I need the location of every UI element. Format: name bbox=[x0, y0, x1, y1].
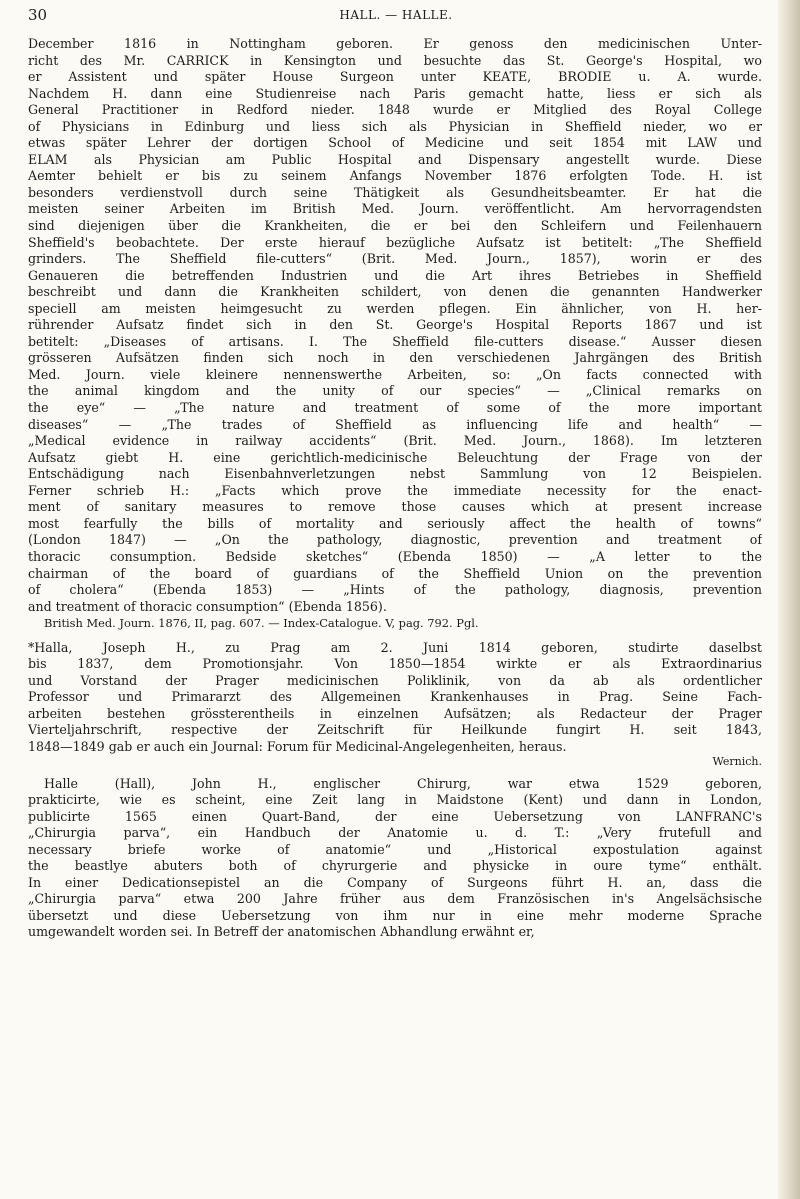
text-line: betitelt: „Diseases of artisans. I. The Sheffield file-cutters disease.“ Ausser diesen bbox=[28, 333, 762, 349]
text-line: publicirte 1565 einen Quart-Band, der eine Uebersetzung von LANFRANC's bbox=[28, 808, 762, 824]
text-line: „Chirurgia parva“ etwa 200 Jahre früher aus dem Französischen in's Angelsächsische bbox=[28, 891, 762, 907]
paragraph bbox=[28, 640, 762, 768]
paragraph bbox=[28, 36, 762, 615]
text-line: Halle (Hall), John H., englischer Chirurg, war etwa 1529 geboren, bbox=[44, 775, 762, 791]
text-line: „Chirurgia parva“, ein Handbuch der Anatomie u. d. T.: „Very frutefull and bbox=[28, 825, 762, 841]
text-line: the beastlye abuters both of chyrurgerie and physicke in oure tyme“ enthält. bbox=[28, 858, 762, 874]
text-line: and treatment of thoracic consumption“ (Ebenda 1856). bbox=[28, 598, 387, 614]
text-line: prakticirte, wie es scheint, eine Zeit lang in Maidstone (Kent) und dann in London, bbox=[28, 792, 762, 808]
text-line: richt des Mr. CARRICK in Kensington und besuchte das St. George's Hospital, wo bbox=[28, 52, 762, 68]
text-line: Aemter behielt er bis zu seinem Anfangs November 1876 erfolgten Tode. H. ist bbox=[28, 168, 762, 184]
text-line: of Physicians in Edinburg und liess sich als Physician in Sheffield nieder, wo er bbox=[28, 118, 762, 134]
page-body bbox=[28, 36, 762, 941]
text-line: Nachdem H. dann eine Studienreise nach Paris gemacht hatte, liess er sich als bbox=[28, 85, 762, 101]
page-edge bbox=[778, 0, 800, 1199]
running-head: HALL. — HALLE. bbox=[339, 8, 453, 22]
text-line: *Halla, Joseph H., zu Prag am 2. Juni 1814 geboren, studirte daselbst bbox=[28, 639, 762, 655]
text-line: beschreibt und dann die Krankheiten schildert, von denen die genannten Handwerker bbox=[28, 284, 762, 300]
text-line: grösseren Aufsätzen finden sich noch in den verschiedenen Jahrgängen des British bbox=[28, 350, 762, 366]
text-line: British Med. Journ. 1876, II, pag. 607. — Index-Catalogue. V, pag. 792. Pgl. bbox=[44, 616, 479, 631]
text-line: ELAM als Physician am Public Hospital and Dispensary angestellt wurde. Diese bbox=[28, 151, 762, 167]
text-line: the animal kingdom and the unity of our species“ — „Clinical remarks on bbox=[28, 383, 762, 399]
paragraph-gap bbox=[28, 632, 762, 640]
text-line: meisten seiner Arbeiten im British Med. Journ. veröffentlicht. Am hervorragendsten bbox=[28, 201, 762, 217]
text-line: arbeiten bestehen grössterentheils in einzelnen Aufsätzen; als Redacteur der Prager bbox=[28, 705, 762, 721]
text-line: Genaueren die betreffenden Industrien und die Art ihres Betriebes in Sheffield bbox=[28, 267, 762, 283]
text-line: besonders verdienstvoll durch seine Thätigkeit als Gesundheitsbeamter. Er hat die bbox=[28, 184, 762, 200]
text-line: Aufsatz giebt H. eine gerichtlich-medicinische Beleuchtung der Frage von der bbox=[28, 449, 762, 465]
text-line: the eye“ — „The nature and treatment of some of the more important bbox=[28, 400, 762, 416]
text-line: speciell am meisten heimgesucht zu werden pflegen. Ein ähnlicher, von H. her- bbox=[28, 300, 762, 316]
text-line: (London 1847) — „On the pathology, diagnostic, prevention and treatment of bbox=[28, 532, 762, 548]
text-line: December 1816 in Nottingham geboren. Er genoss den medicinischen Unter- bbox=[28, 36, 762, 51]
text-line: Entschädigung nach Eisenbahnverletzungen nebst Sammlung von 12 Beispielen. bbox=[28, 466, 762, 482]
text-line: „Medical evidence in railway accidents“ (Brit. Med. Journ., 1868). Im letzteren bbox=[28, 433, 762, 449]
page-header bbox=[26, 4, 766, 28]
text-line: etwas später Lehrer der dortigen School of Medicine und seit 1854 mit LAW und bbox=[28, 135, 762, 151]
text-line: rührender Aufsatz findet sich in den St. George's Hospital Reports 1867 und ist bbox=[28, 317, 762, 333]
text-line: sind diejenigen über die Krankheiten, die er bei den Schleifern und Feilenhauern bbox=[28, 218, 762, 234]
text-line: necessary briefe worke of anatomie“ und „Historical expostulation against bbox=[28, 841, 762, 857]
text-line: Sheffield's beobachtete. Der erste hierauf bezügliche Aufsatz ist betitelt: „The Sheffield bbox=[28, 234, 762, 250]
reference-line bbox=[28, 615, 762, 632]
text-line: ment of sanitary measures to remove those causes which at present increase bbox=[28, 499, 762, 515]
text-line: most fearfully the bills of mortality and seriously affect the health of towns“ bbox=[28, 515, 762, 531]
text-line: Med. Journ. viele kleinere nennenswerthe Arbeiten, so: „On facts connected with bbox=[28, 366, 762, 382]
text-line: General Practitioner in Redford nieder. 1848 wurde er Mitglied des Royal College bbox=[28, 102, 762, 118]
text-line: Professor und Primararzt des Allgemeinen Krankenhauses in Prag. Seine Fach- bbox=[28, 689, 762, 705]
text-line: diseases“ — „The trades of Sheffield as influencing life and health“ — bbox=[28, 416, 762, 432]
author-signature: Wernich. bbox=[712, 755, 762, 768]
paragraph-gap bbox=[28, 768, 762, 776]
text-line: 1848—1849 gab er auch ein Journal: Forum für Medicinal-Angelegenheiten, heraus. bbox=[28, 738, 567, 754]
text-line: chairman of the board of guardians of the Sheffield Union on the prevention bbox=[28, 565, 762, 581]
text-line: Vierteljahrschrift, respective der Zeitschrift für Heilkunde fungirt H. seit 1843, bbox=[28, 722, 762, 738]
text-line: grinders. The Sheffield file-cutters“ (Brit. Med. Journ., 1857), worin er des bbox=[28, 251, 762, 267]
text-line: übersetzt und diese Uebersetzung von ihm nur in eine mehr moderne Sprache bbox=[28, 907, 762, 923]
text-line: Ferner schrieb H.: „Facts which prove the immediate necessity for the enact- bbox=[28, 482, 762, 498]
text-line: er Assistent und später House Surgeon unter KEATE, BRODIE u. A. wurde. bbox=[28, 69, 762, 85]
text-line: und Vorstand der Prager medicinischen Poliklinik, von da ab als ordentlicher bbox=[28, 672, 762, 688]
text-line: of cholera“ (Ebenda 1853) — „Hints of the pathology, diagnosis, prevention bbox=[28, 582, 762, 598]
page-number: 30 bbox=[28, 6, 48, 24]
text-line: thoracic consumption. Bedside sketches“ (Ebenda 1850) — „A letter to the bbox=[28, 548, 762, 564]
text-line: umgewandelt worden sei. In Betreff der anatomischen Abhandlung erwähnt er, bbox=[28, 924, 535, 940]
paragraph bbox=[28, 776, 762, 941]
text-line: In einer Dedicationsepistel an die Company of Surgeons führt H. an, dass die bbox=[28, 874, 762, 890]
text-line: bis 1837, dem Promotionsjahr. Von 1850—1854 wirkte er als Extraordinarius bbox=[28, 656, 762, 672]
